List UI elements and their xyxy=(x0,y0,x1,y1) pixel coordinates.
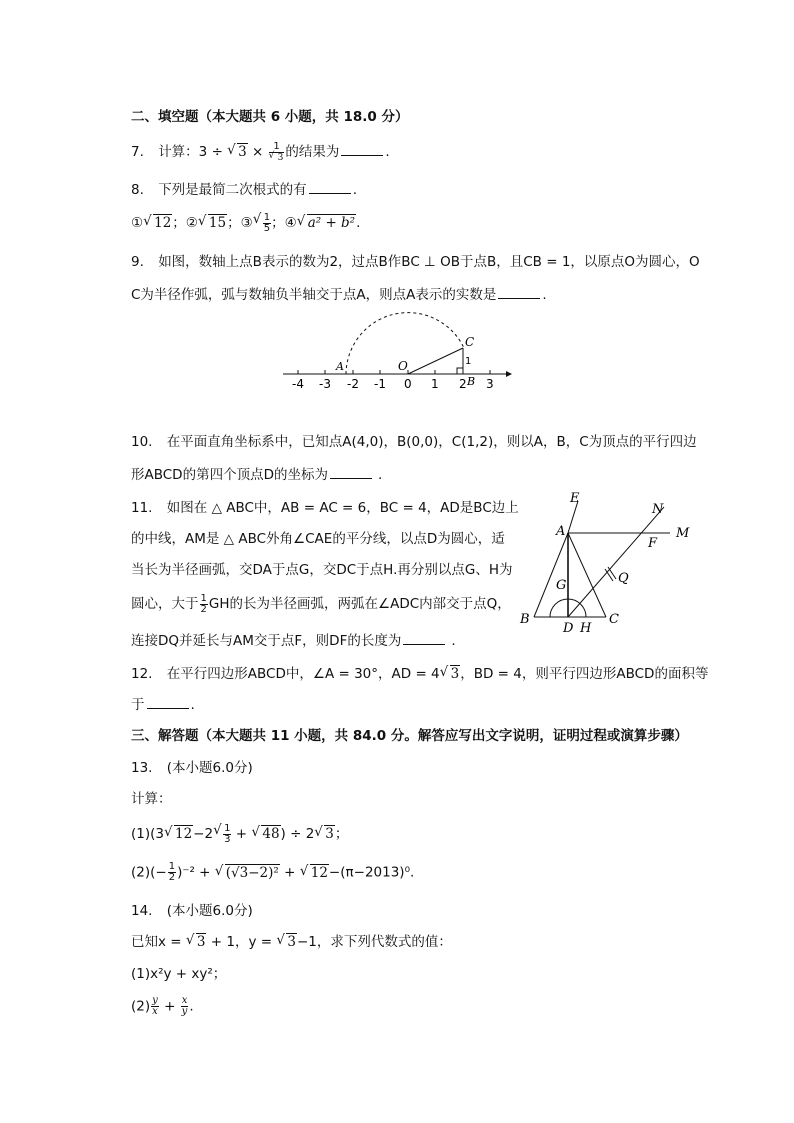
answer-blank[interactable] xyxy=(330,466,372,479)
q14-part-2: (2) $\frac{y}{x}$ + $\frac{x}{y}$ . xyxy=(131,995,194,1017)
sqrt: √ 12 xyxy=(144,215,172,231)
question-number: 9. xyxy=(131,254,144,270)
answer-blank[interactable] xyxy=(341,143,383,156)
tick-label: 3 xyxy=(486,377,494,391)
question-11-line-5 xyxy=(131,629,456,649)
q12-text: 于 xyxy=(131,697,145,713)
triangle-figure xyxy=(512,485,702,635)
option-4-marker: ；④ xyxy=(271,215,297,231)
times: × xyxy=(247,144,268,160)
question-number: 14. xyxy=(131,903,153,919)
question-11-line-4 xyxy=(131,592,511,615)
question-12-line-2 xyxy=(131,693,195,713)
q7-prefix: 计算：3 ÷ xyxy=(158,144,228,160)
tick-label: 1 xyxy=(431,377,439,391)
q13-part-2: (2)(− $\frac{1}{2}$ )⁻² + √ (√3−2)² + √ 12−(π−2013)⁰. xyxy=(131,862,414,883)
points-label: (本小题6.0分) xyxy=(166,903,253,919)
answer-blank[interactable] xyxy=(309,181,351,194)
option-3-marker: ；③ xyxy=(227,215,253,231)
sqrt: √ a² + b² xyxy=(298,215,356,231)
number-line-figure xyxy=(278,300,518,400)
sqrt: √ 3 xyxy=(228,144,248,160)
side-AB xyxy=(534,533,568,617)
answer-blank[interactable] xyxy=(403,632,445,645)
tick-label: 0 xyxy=(404,377,412,391)
period: . xyxy=(356,215,361,231)
point-label-M: M xyxy=(676,526,690,541)
q7-suffix: 的结果为 xyxy=(285,144,340,160)
q11-text: 圆心，大于 xyxy=(131,596,199,612)
question-number: 10. xyxy=(131,434,153,450)
arc-mark-1 xyxy=(605,569,613,581)
point-label-H: H xyxy=(580,621,592,635)
period: . xyxy=(377,467,383,483)
point-label-C: C xyxy=(465,335,475,349)
question-number: 8. xyxy=(131,182,144,198)
question-8-options xyxy=(131,211,360,234)
point-label-D: D xyxy=(563,621,574,635)
segment-length-label: 1 xyxy=(465,356,472,367)
tick-label: -4 xyxy=(292,377,304,391)
point-label-G: G xyxy=(556,578,567,593)
period: . xyxy=(451,633,456,649)
side-AC xyxy=(568,533,606,617)
arc-mark-2 xyxy=(608,567,616,579)
question-number: 13. xyxy=(131,760,153,776)
question-10-line-2 xyxy=(131,463,382,483)
question-11-line-3: 当长为半径画弧，交DA于点G，交DC于点H.再分别以点G、H为 xyxy=(131,562,513,578)
question-number: 12. xyxy=(131,666,153,682)
section-3-heading: 三、解答题（本大题共 11 小题，共 84.0 分。解答应写出文字说明，证明过程或演算步骤） xyxy=(131,728,688,744)
point-label-A: A xyxy=(336,360,344,373)
answer-blank[interactable] xyxy=(147,696,189,709)
q11-text: 如图在 △ ABC中，AB = AC = 6，BC = 4，AD是BC边上 xyxy=(166,500,519,516)
q14-given: 已知x = √ 3 + 1，y = √ 3−1，求下列代数式的值： xyxy=(131,930,452,950)
question-9-line-1 xyxy=(131,250,700,270)
point-label-C: C xyxy=(609,612,619,627)
period: . xyxy=(352,182,357,198)
q13-part-1: (1)(3√ 12−2 √ $\frac{1}{3}$ + √ 48) ÷ 2√ 3； xyxy=(131,822,348,845)
q10-text: 形ABCD的第四个顶点D的坐标为 xyxy=(131,467,328,483)
ray-DN xyxy=(568,507,664,617)
q14-part-1: (1)x²y + xy²； xyxy=(131,966,227,982)
question-number: 11. xyxy=(131,500,153,516)
q12-text: ，BD = 4，则平行四边形ABCD的面积等 xyxy=(460,666,709,682)
point-label-A: A xyxy=(556,524,566,539)
point-label-B: B xyxy=(467,375,476,388)
tick-label: 2 xyxy=(459,377,467,391)
answer-blank[interactable] xyxy=(498,286,540,299)
period: . xyxy=(190,697,195,713)
point-label-Q: Q xyxy=(618,571,629,586)
fraction: 1 √ 3 xyxy=(269,142,285,163)
point-label-N: N xyxy=(652,502,664,517)
tick-label: -3 xyxy=(319,377,331,391)
question-12-line-1 xyxy=(131,662,708,682)
q8-text: 下列是最简二次根式的有 xyxy=(158,182,307,198)
question-number: 7. xyxy=(131,144,144,160)
axis-ticks xyxy=(298,370,490,374)
tick-label: -1 xyxy=(374,377,386,391)
q13-instruction: 计算： xyxy=(131,791,172,807)
q9-text: C为半径作弧，弧与数轴负半轴交于点A，则点A表示的实数是 xyxy=(131,287,497,303)
question-8 xyxy=(131,178,357,198)
section-2-heading: 二、填空题（本大题共 6 小题，共 18.0 分） xyxy=(131,109,409,125)
axis-arrow xyxy=(506,371,512,377)
question-7 xyxy=(131,140,390,163)
point-label-E: E xyxy=(570,491,580,506)
sqrt: √ 3 xyxy=(441,666,461,682)
question-10-line-1 xyxy=(131,430,697,450)
points-label: (本小题6.0分) xyxy=(166,760,253,776)
q11-text: 连接DQ并延长与AM交于点F，则DF的长度为 xyxy=(131,633,402,649)
option-2-marker: ；② xyxy=(172,215,198,231)
question-13-header xyxy=(131,756,253,776)
tick-label: -2 xyxy=(347,377,359,391)
sqrt: √ $\frac{1}{5}$ xyxy=(254,213,271,234)
question-14-header xyxy=(131,899,253,919)
q9-text: 如图，数轴上点B表示的数为2，过点B作BC ⊥ OB于点B，且CB = 1，以原点O为圆心，O xyxy=(158,254,700,270)
point-label-B: B xyxy=(520,612,530,627)
q10-text: 在平面直角坐标系中，已知点A(4,0)，B(0,0)，C(1,2)，则以A，B，C为顶点的平行四边 xyxy=(166,434,697,450)
period: . xyxy=(385,144,390,160)
question-11-line-2: 的中线，AM是 △ ABC外角∠CAE的平分线，以点D为圆心，适 xyxy=(131,531,505,547)
q12-text: 在平行四边形ABCD中，∠A = 30°，AD = 4 xyxy=(166,666,440,682)
right-angle-mark xyxy=(457,368,463,374)
question-11-line-1 xyxy=(131,496,519,516)
q11-text: GH的长为半径画弧，两弧在∠ADC内部交于点Q， xyxy=(208,596,511,612)
point-label-F: F xyxy=(648,536,658,551)
option-1-marker: ① xyxy=(131,215,144,231)
period: . xyxy=(542,287,547,303)
sqrt: √ 15 xyxy=(199,215,227,231)
point-label-O: O xyxy=(398,359,408,373)
fraction: $\frac{1}{2}$ xyxy=(200,592,207,615)
